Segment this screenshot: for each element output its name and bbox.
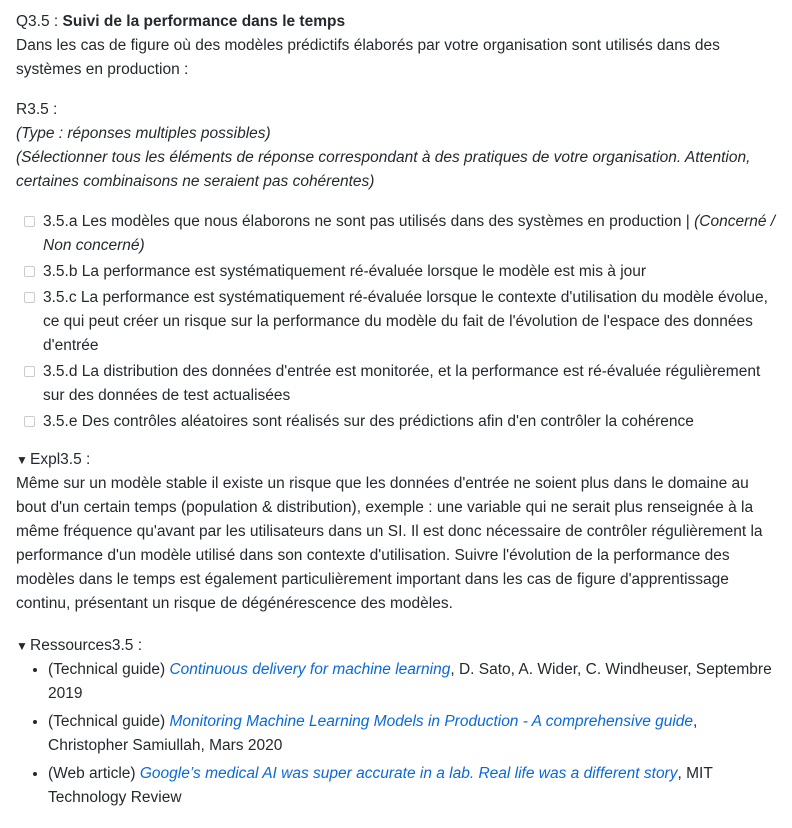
resources-list bbox=[16, 658, 776, 810]
option-note: (Concerné / Non concerné) bbox=[43, 213, 776, 254]
explanation-summary-label: Expl3.5 : bbox=[30, 451, 91, 468]
response-select-note: (Sélectionner tous les éléments de réponse correspondant à des pratiques de votre organisation. Attention, certaines combinaisons ne seraient pas cohérentes) bbox=[16, 149, 751, 190]
resource-link[interactable]: Monitoring Machine Learning Models in Production - A comprehensive guide bbox=[169, 713, 694, 730]
option-item bbox=[24, 210, 776, 258]
resources-summary-label: Ressources3.5 : bbox=[30, 637, 142, 654]
option-text: 3.5.d La distribution des données d'entrée est monitorée, et la performance est ré-évaluée régulièrement sur des données de test actualisées bbox=[43, 363, 761, 404]
option-text: 3.5.e Des contrôles aléatoires sont réalisés sur des prédictions afin d'en contrôler la cohérence bbox=[43, 413, 694, 430]
question-title: Suivi de la performance dans le temps bbox=[62, 13, 346, 30]
question-block bbox=[16, 10, 776, 82]
option-checkbox[interactable] bbox=[24, 216, 35, 227]
triangle-down-icon: ▼ bbox=[16, 453, 28, 467]
option-checkbox[interactable] bbox=[24, 266, 35, 277]
triangle-down-icon: ▼ bbox=[16, 639, 28, 653]
resource-link[interactable]: Continuous delivery for machine learning bbox=[169, 661, 451, 678]
resource-meta: , MIT Technology Review bbox=[48, 765, 713, 806]
option-item bbox=[24, 360, 776, 408]
option-item bbox=[24, 260, 776, 284]
option-item bbox=[24, 410, 776, 434]
response-block bbox=[16, 98, 776, 194]
option-text: 3.5.c La performance est systématiquement ré-évaluée lorsque le contexte d'utilisation du modèle évolue, ce qui peut créer un risque sur la performance du modèle du fait de l'évolution de l'espace des données d'entrée bbox=[43, 289, 768, 354]
resource-item bbox=[48, 710, 776, 758]
question-id: Q3.5 : bbox=[16, 13, 63, 30]
response-label: R3.5 : bbox=[16, 101, 58, 118]
resource-type: (Technical guide) bbox=[48, 661, 170, 678]
response-type-note: (Type : réponses multiples possibles) bbox=[16, 125, 271, 142]
option-checkbox[interactable] bbox=[24, 416, 35, 427]
explanation-details bbox=[16, 448, 776, 616]
options-list bbox=[16, 210, 776, 434]
option-text: 3.5.b La performance est systématiquement ré-évaluée lorsque le modèle est mis à jour bbox=[43, 263, 647, 280]
resource-meta: , Christopher Samiullah, Mars 2020 bbox=[48, 713, 698, 754]
question-text: Dans les cas de figure où des modèles prédictifs élaborés par votre organisation sont utilisés dans des systèmes en production : bbox=[16, 37, 720, 78]
resource-item bbox=[48, 658, 776, 706]
resource-item bbox=[48, 762, 776, 810]
resource-link[interactable]: Google’s medical AI was super accurate in a lab. Real life was a different story bbox=[139, 765, 678, 782]
option-item bbox=[24, 286, 776, 358]
resources-details bbox=[16, 634, 776, 810]
resource-type: (Web article) bbox=[48, 765, 140, 782]
question-heading bbox=[16, 10, 776, 34]
option-checkbox[interactable] bbox=[24, 366, 35, 377]
resource-type: (Technical guide) bbox=[48, 713, 170, 730]
option-label: 3.5.a Les modèles que nous élaborons ne sont pas utilisés dans des systèmes en production | bbox=[43, 213, 695, 230]
resources-summary[interactable] bbox=[16, 634, 776, 658]
option-text bbox=[43, 210, 776, 258]
explanation-text: Même sur un modèle stable il existe un risque que les données d'entrée ne soient plus dans le domaine au bout d'un certain temps (population & distribution), exemple : une variable qui ne serait plus renseignée à la même fréquence qu'avant par les utilisateurs dans un SI. Il est donc nécessaire de contrôler régulièrement la performance d'un modèle utilisé dans son contexte d'utilisation. Suivre l'évolution de la performance des modèles dans le temps est également particulièrement important dans les cas de figure d'apprentissage continu, présentant un risque de dégénérescence des modèles. bbox=[16, 475, 763, 612]
resource-meta: , D. Sato, A. Wider, C. Windheuser, Septembre 2019 bbox=[48, 661, 772, 702]
option-checkbox[interactable] bbox=[24, 292, 35, 303]
explanation-summary[interactable] bbox=[16, 448, 776, 472]
